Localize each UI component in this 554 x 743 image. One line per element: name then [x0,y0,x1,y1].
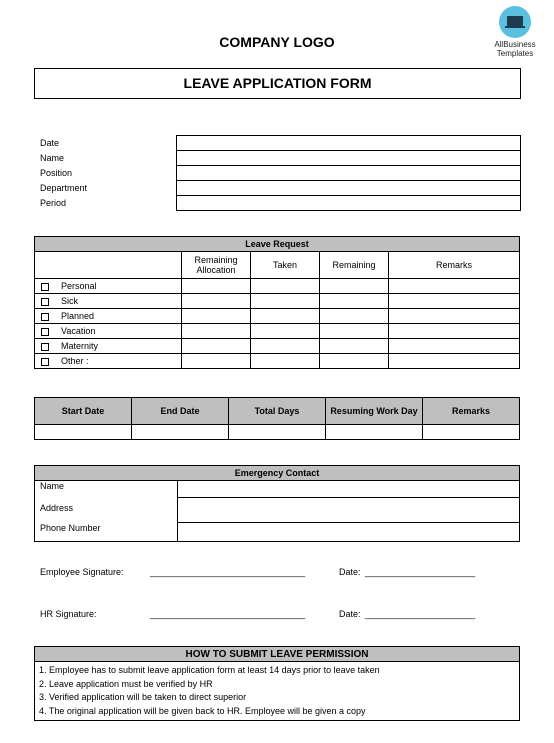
step-item: 4. The original application will be given back to HR. Employee will be given a copy [39,705,366,716]
col-taken: Taken [251,252,320,279]
checkbox[interactable] [41,328,49,336]
date-field[interactable] [177,136,521,151]
step-item: 1. Employee has to submit leave application form at least 14 days prior to leave taken [39,665,380,675]
col-total-days: Total Days [229,398,326,425]
label-ec-phone: Phone Number [35,523,178,542]
col-resuming-work-day: Resuming Work Day [326,398,423,425]
label-ec-address: Address [35,498,178,523]
leave-row [35,354,520,369]
leave-type-label: Sick [61,296,79,306]
emergency-contact-table [34,465,520,542]
leave-type-label: Vacation [61,326,96,336]
col-remaining: Remaining [320,252,389,279]
checkbox[interactable] [41,313,49,321]
department-field[interactable] [177,181,521,196]
info-fields-table [176,135,521,211]
how-to-title: HOW TO SUBMIT LEAVE PERMISSION [35,647,520,662]
col-remarks: Remarks [389,252,520,279]
step-item: 2. Leave application must be verified by HR [39,678,213,689]
how-to-steps [35,662,520,721]
name-field[interactable] [177,151,521,166]
ec-address-field[interactable] [178,498,520,523]
leave-row [35,294,520,309]
checkbox[interactable] [41,358,49,366]
form-title: LEAVE APPLICATION FORM [34,68,521,99]
col-remarks: Remarks [423,398,520,425]
leave-request-title: Leave Request [35,237,520,252]
leave-request-table [34,236,520,369]
brand-text-1: AllBusiness [494,40,536,49]
dates-table [34,397,520,440]
resuming-work-day-field[interactable] [326,425,423,440]
checkbox[interactable] [41,343,49,351]
hr-date-line[interactable]: ______________________ [365,609,476,619]
label-name: Name [40,153,65,163]
checkbox[interactable] [41,283,49,291]
leave-row [35,324,520,339]
employee-date-line[interactable]: ______________________ [365,567,476,577]
col-end-date: End Date [132,398,229,425]
label-period: Period [40,198,67,208]
hr-signature-line[interactable]: _______________________________ [150,609,306,619]
leave-type-label: Other : [61,356,89,366]
employee-date-label: Date: [339,567,361,577]
leave-row [35,279,520,294]
end-date-field[interactable] [132,425,229,440]
label-position: Position [40,168,73,178]
emergency-contact-title: Emergency Contact [35,466,520,481]
ec-phone-field[interactable] [178,523,520,542]
employee-signature-line[interactable]: _______________________________ [150,567,306,577]
employee-signature-label: Employee Signature: [40,567,124,577]
hr-signature-label: HR Signature: [40,609,97,619]
label-date: Date [40,138,60,148]
position-field[interactable] [177,166,521,181]
label-department: Department [40,183,88,193]
leave-type-label: Personal [61,281,97,291]
period-field[interactable] [177,196,521,211]
checkbox[interactable] [41,298,49,306]
col-start-date: Start Date [35,398,132,425]
label-ec-name: Name [35,481,178,498]
leave-row [35,339,520,354]
how-to-submit-table [34,646,520,721]
total-days-field[interactable] [229,425,326,440]
ec-name-field[interactable] [178,481,520,498]
leave-type-label: Maternity [61,341,99,351]
brand-text-2: Templates [496,49,534,58]
leave-row [35,309,520,324]
leave-type-label: Planned [61,311,95,321]
col-remaining-allocation: Remaining Allocation [182,252,251,279]
start-date-field[interactable] [35,425,132,440]
company-logo-text: COMPANY LOGO [219,34,335,50]
brand-logo [476,6,554,58]
laptop-icon [499,6,531,38]
hr-date-label: Date: [339,609,361,619]
remarks-field[interactable] [423,425,520,440]
step-item: 3. Verified application will be taken to direct superior [39,692,247,702]
